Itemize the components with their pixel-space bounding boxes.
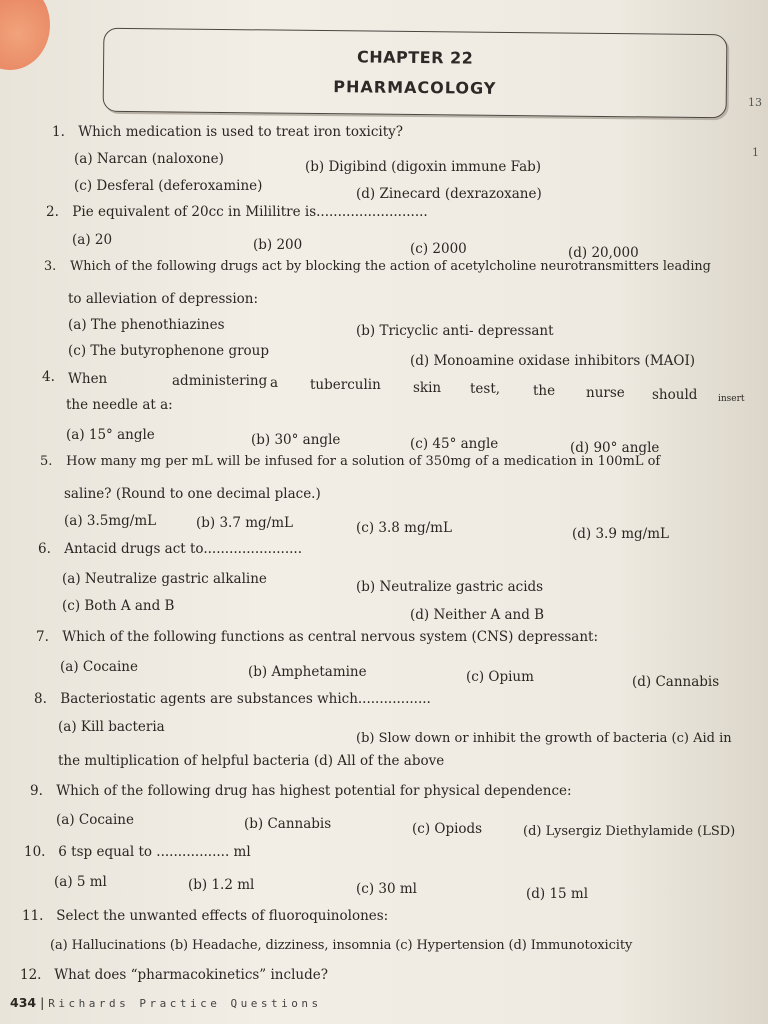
question-number: 3. (44, 259, 57, 274)
question-text: What does “pharmacokinetics” include? (54, 967, 328, 983)
option-a: (a) 3.5mg/mL (64, 513, 157, 529)
question-text: Which medication is used to treat iron toxicity? (78, 124, 404, 140)
question-text: 6 tsp equal to ................. ml (58, 844, 251, 860)
option-a: (a) Neutralize gastric alkaline (62, 571, 267, 587)
question-word: the (533, 383, 556, 399)
footer-separator: | (40, 995, 45, 1010)
question-number: 5. (40, 454, 53, 469)
question-number: 1. (52, 124, 65, 140)
option-b: (b) Digibind (digoxin immune Fab) (305, 159, 542, 175)
question-word: test, (470, 381, 501, 397)
question-3-continued: to alleviation of depression: (68, 291, 259, 307)
option-b: (b) Neutralize gastric acids (356, 579, 544, 595)
question-text: Bacteriostatic agents are substances which................. (60, 691, 431, 707)
options-line: (a) Hallucinations (b) Headache, dizziness, insomnia (c) Hypertension (d) Immunotoxicity (50, 938, 633, 953)
question-10 (24, 843, 251, 861)
option-b: (b) Amphetamine (248, 664, 367, 680)
option-b: (b) Cannabis (244, 816, 332, 832)
question-5 (40, 453, 660, 471)
option-a: (a) Cocaine (56, 812, 134, 828)
option-c: (c) Desferal (deferoxamine) (74, 178, 263, 194)
question-4-continued: the needle at a: (66, 397, 173, 413)
question-3 (44, 258, 711, 276)
question-11 (22, 907, 388, 925)
question-7 (36, 628, 598, 646)
question-number: 9. (30, 783, 43, 799)
option-a: (a) The phenothiazines (68, 317, 225, 333)
option-a: (a) Kill bacteria (58, 719, 165, 735)
question-6 (38, 540, 302, 558)
option-c: (c) 30 ml (356, 881, 417, 897)
question-word: tuberculin (310, 377, 381, 393)
question-8-continued: the multiplication of helpful bacteria (d) All of the above (58, 753, 445, 769)
question-number: 11. (22, 908, 44, 924)
chapter-number: CHAPTER 22 (356, 47, 474, 68)
question-text: Which of the following drugs act by blocking the action of acetylcholine neurotransmitters leading (70, 259, 711, 274)
option-c: (c) 2000 (410, 241, 467, 257)
question-1 (52, 123, 403, 141)
question-5-continued: saline? (Round to one decimal place.) (64, 486, 321, 502)
edge-mark: 13 (748, 96, 762, 109)
question-9 (30, 782, 572, 800)
option-d: (d) Lysergiz Diethylamide (LSD) (523, 824, 736, 839)
question-8 (34, 690, 431, 708)
option-c: (c) 3.8 mg/mL (356, 520, 452, 536)
question-word: should (652, 387, 698, 403)
option-b-c: (b) Slow down or inhibit the growth of bacteria (c) Aid in (356, 731, 732, 746)
option-d: (d) 3.9 mg/mL (572, 526, 669, 542)
option-d: (d) Monoamine oxidase inhibitors (MAOI) (410, 353, 696, 369)
question-text: Which of the following drug has highest potential for physical dependence: (56, 783, 572, 799)
series-title: Richards Practice Questions (48, 997, 322, 1010)
question-number: 6. (38, 541, 51, 557)
option-b: (b) 3.7 mg/mL (196, 515, 293, 531)
option-d: (d) Cannabis (632, 674, 720, 690)
question-word: When (68, 371, 108, 387)
question-number: 8. (34, 691, 47, 707)
question-text: Select the unwanted effects of fluoroquinolones: (56, 908, 389, 924)
option-d: (d) 15 ml (526, 886, 589, 902)
question-word: nurse (586, 385, 625, 401)
question-text: Which of the following functions as central nervous system (CNS) depressant: (62, 629, 599, 645)
option-c: (c) Opiods (412, 821, 483, 837)
question-word: a (270, 375, 279, 391)
finger-blur (0, 0, 50, 70)
question-number: 10. (24, 844, 46, 860)
question-number: 2. (46, 204, 59, 220)
page-footer (10, 995, 322, 1010)
option-a: (a) 15° angle (66, 427, 155, 443)
option-c: (c) Opium (466, 669, 534, 685)
chapter-title: PHARMACOLOGY (333, 77, 497, 98)
question-word: insert (718, 394, 745, 404)
question-text: Antacid drugs act to....................... (64, 541, 303, 557)
question-word: administering (172, 373, 268, 389)
question-word: skin (413, 380, 442, 396)
option-b: (b) Tricyclic anti- depressant (356, 323, 554, 339)
option-a: (a) 20 (72, 232, 113, 248)
option-b: (b) 1.2 ml (188, 877, 255, 893)
option-d: (d) 20,000 (568, 245, 639, 261)
question-12 (20, 966, 328, 984)
option-a: (a) 5 ml (54, 874, 107, 890)
chapter-header (103, 28, 728, 119)
option-c: (c) 45° angle (410, 436, 499, 452)
option-c: (c) The butyrophenone group (68, 343, 270, 359)
option-b: (b) 200 (253, 237, 303, 253)
option-c: (c) Both A and B (62, 598, 175, 614)
option-d: (d) 90° angle (570, 440, 660, 456)
question-text: Pie equivalent of 20cc in Mililitre is.......................... (72, 204, 428, 220)
question-number: 12. (20, 967, 42, 983)
question-text: How many mg per mL will be infused for a solution of 350mg of a medication in 100mL of (66, 454, 661, 469)
question-4-number: 4. (42, 369, 55, 385)
question-2 (46, 203, 428, 221)
option-d: (d) Zinecard (dexrazoxane) (356, 186, 542, 202)
option-a: (a) Cocaine (60, 659, 138, 675)
question-number: 7. (36, 629, 49, 645)
option-b: (b) 30° angle (251, 432, 341, 448)
option-a: (a) Narcan (naloxone) (74, 151, 224, 167)
option-d: (d) Neither A and B (410, 607, 545, 623)
page-number: 434 (10, 995, 37, 1010)
edge-mark: 1 (752, 146, 759, 159)
